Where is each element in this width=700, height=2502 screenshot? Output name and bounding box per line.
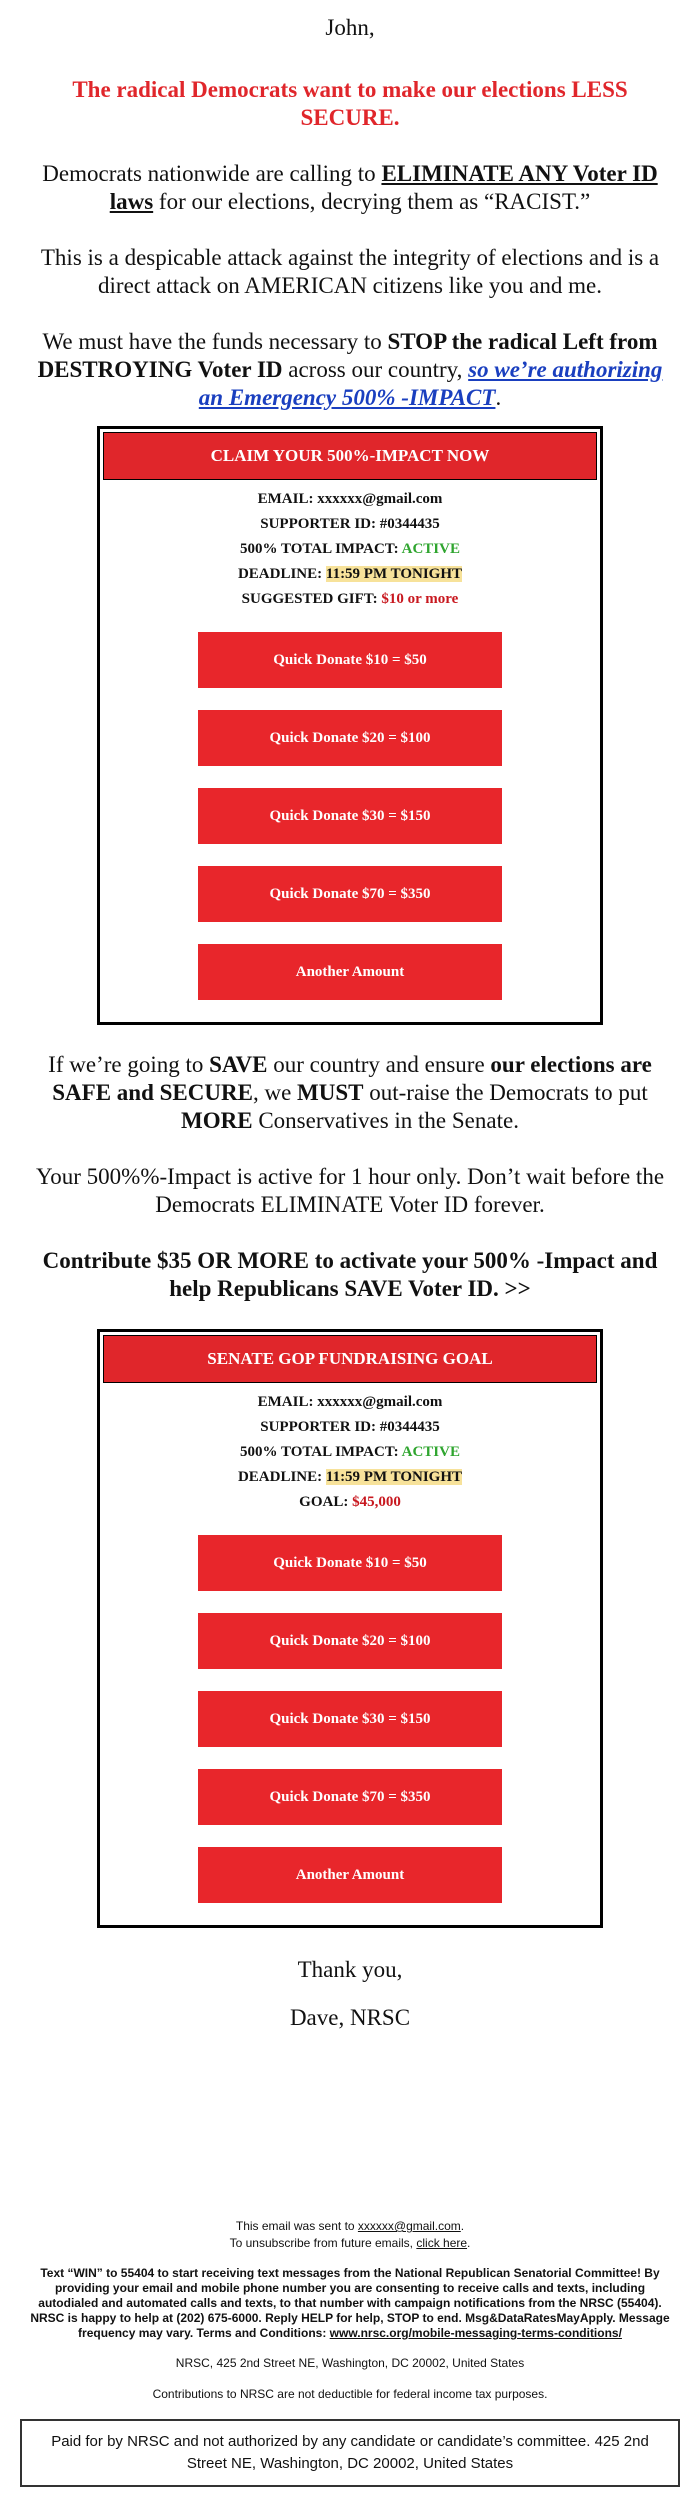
- unsubscribe-line: To unsubscribe from future emails, click here.: [229, 2236, 471, 2250]
- claim-impact-header: CLAIM YOUR 500%-IMPACT NOW: [103, 432, 597, 480]
- supporter-info: [100, 483, 600, 612]
- quick-donate-70-button[interactable]: Quick Donate $70 = $350: [198, 1769, 502, 1825]
- email-line: EMAIL: xxxxxx@gmail.com: [257, 1394, 443, 1410]
- active-status: ACTIVE: [401, 541, 460, 557]
- donate-buttons-2: [100, 1515, 600, 1925]
- donate-buttons: [100, 612, 600, 1022]
- quick-donate-30-button[interactable]: Quick Donate $30 = $150: [198, 788, 502, 844]
- another-amount-button[interactable]: Another Amount: [198, 944, 502, 1000]
- fundraising-goal-header: SENATE GOP FUNDRAISING GOAL: [103, 1335, 597, 1383]
- deadline-line: DEADLINE: 11:59 PM TONIGHT: [237, 566, 463, 582]
- paragraph-save-country: If we’re going to SAVE our country and ensure our elections are SAFE and SECURE, we MUST out-raise the Democrats to put MORE Conservatives in the Senate.: [48, 1052, 652, 1133]
- another-amount-button[interactable]: Another Amount: [198, 1847, 502, 1903]
- paragraph-one-hour: Your 500%%-Impact is active for 1 hour only. Don’t wait before the Democrats ELIMINATE Voter ID forever.: [35, 1164, 665, 1217]
- headline: The radical Democrats want to make our elections LESS SECURE.: [72, 77, 628, 130]
- quick-donate-10-button[interactable]: Quick Donate $10 = $50: [198, 632, 502, 688]
- tax-notice: Contributions to NRSC are not deductible for federal income tax purposes.: [152, 2387, 548, 2401]
- total-impact-line: 500% TOTAL IMPACT: ACTIVE: [240, 1444, 460, 1460]
- paragraph-despicable-attack: This is a despicable attack against the integrity of elections and is a direct attack on AMERICAN citizens like you and me.: [40, 245, 660, 298]
- unsubscribe-link[interactable]: click here: [416, 2236, 468, 2250]
- sent-to-email-link[interactable]: xxxxxx@gmail.com: [357, 2219, 461, 2233]
- supporter-id-line: SUPPORTER ID: #0344435: [260, 516, 440, 532]
- goal-line: GOAL: $45,000: [299, 1494, 401, 1510]
- deadline-highlight: 11:59 PM TONIGHT: [325, 1469, 463, 1485]
- contribute-cta[interactable]: Contribute $35 OR MORE to activate your 500% -Impact and help Republicans SAVE Voter ID. >>: [42, 1248, 658, 1301]
- active-status: ACTIVE: [401, 1444, 460, 1460]
- terms-conditions-link[interactable]: www.nrsc.org/mobile-messaging-terms-conditions/: [329, 2326, 622, 2340]
- quick-donate-20-button[interactable]: Quick Donate $20 = $100: [198, 710, 502, 766]
- paid-for-disclaimer: Paid for by NRSC and not authorized by any candidate or candidate’s committee. 425 2nd Street NE, Washington, DC 20002, United States: [20, 2419, 680, 2487]
- sign-off-name: Dave, NRSC: [289, 2005, 411, 2030]
- eliminate-voter-id-link[interactable]: ELIMINATE ANY Voter ID laws: [109, 161, 658, 214]
- sign-off-thanks: Thank you,: [297, 1957, 403, 1982]
- quick-donate-70-button[interactable]: Quick Donate $70 = $350: [198, 866, 502, 922]
- fundraising-goal-box: [97, 1329, 603, 1928]
- paragraph-funds-needed: We must have the funds necessary to STOP the radical Left from DESTROYING Voter ID across our country, so we’re authorizing an Emergency 500% -IMPACT.: [37, 329, 663, 410]
- quick-donate-10-button[interactable]: Quick Donate $10 = $50: [198, 1535, 502, 1591]
- supporter-id-line: SUPPORTER ID: #0344435: [260, 1419, 440, 1435]
- sms-legal-text: Text “WIN” to 55404 to start receiving text messages from the National Republican Senatorial Committee! By providing your email and mobile phone number you are consenting to receive calls and texts, including autodialed and automated calls and texts, to that number with campaign notifications from the NRSC (55404). NRSC is happy to help at (202) 675-6000. Reply HELP for help, STOP to end. Msg&DataRatesMayApply. Message frequency may vary. Terms and Conditions: www.nrsc.org/mobile-messaging-terms-conditions/: [30, 2266, 670, 2340]
- suggested-gift-line: SUGGESTED GIFT: $10 or more: [241, 591, 459, 607]
- total-impact-line: 500% TOTAL IMPACT: ACTIVE: [240, 541, 460, 557]
- email-line: EMAIL: xxxxxx@gmail.com: [257, 491, 443, 507]
- supporter-info-2: [100, 1386, 600, 1515]
- claim-impact-box: [97, 426, 603, 1025]
- greeting: John,: [325, 15, 375, 40]
- email-footer: [0, 2218, 700, 2403]
- quick-donate-20-button[interactable]: Quick Donate $20 = $100: [198, 1613, 502, 1669]
- deadline-line: DEADLINE: 11:59 PM TONIGHT: [237, 1469, 463, 1485]
- paragraph-eliminate-voter-id: Democrats nationwide are calling to ELIMINATE ANY Voter ID laws for our elections, decrying them as “RACIST.”: [42, 161, 658, 214]
- emergency-impact-link[interactable]: so we’re authorizing an Emergency 500% -IMPACT: [198, 357, 663, 410]
- footer-address: NRSC, 425 2nd Street NE, Washington, DC 20002, United States: [175, 2356, 525, 2370]
- sent-to-line: This email was sent to xxxxxx@gmail.com.: [235, 2219, 465, 2233]
- quick-donate-30-button[interactable]: Quick Donate $30 = $150: [198, 1691, 502, 1747]
- deadline-highlight: 11:59 PM TONIGHT: [325, 566, 463, 582]
